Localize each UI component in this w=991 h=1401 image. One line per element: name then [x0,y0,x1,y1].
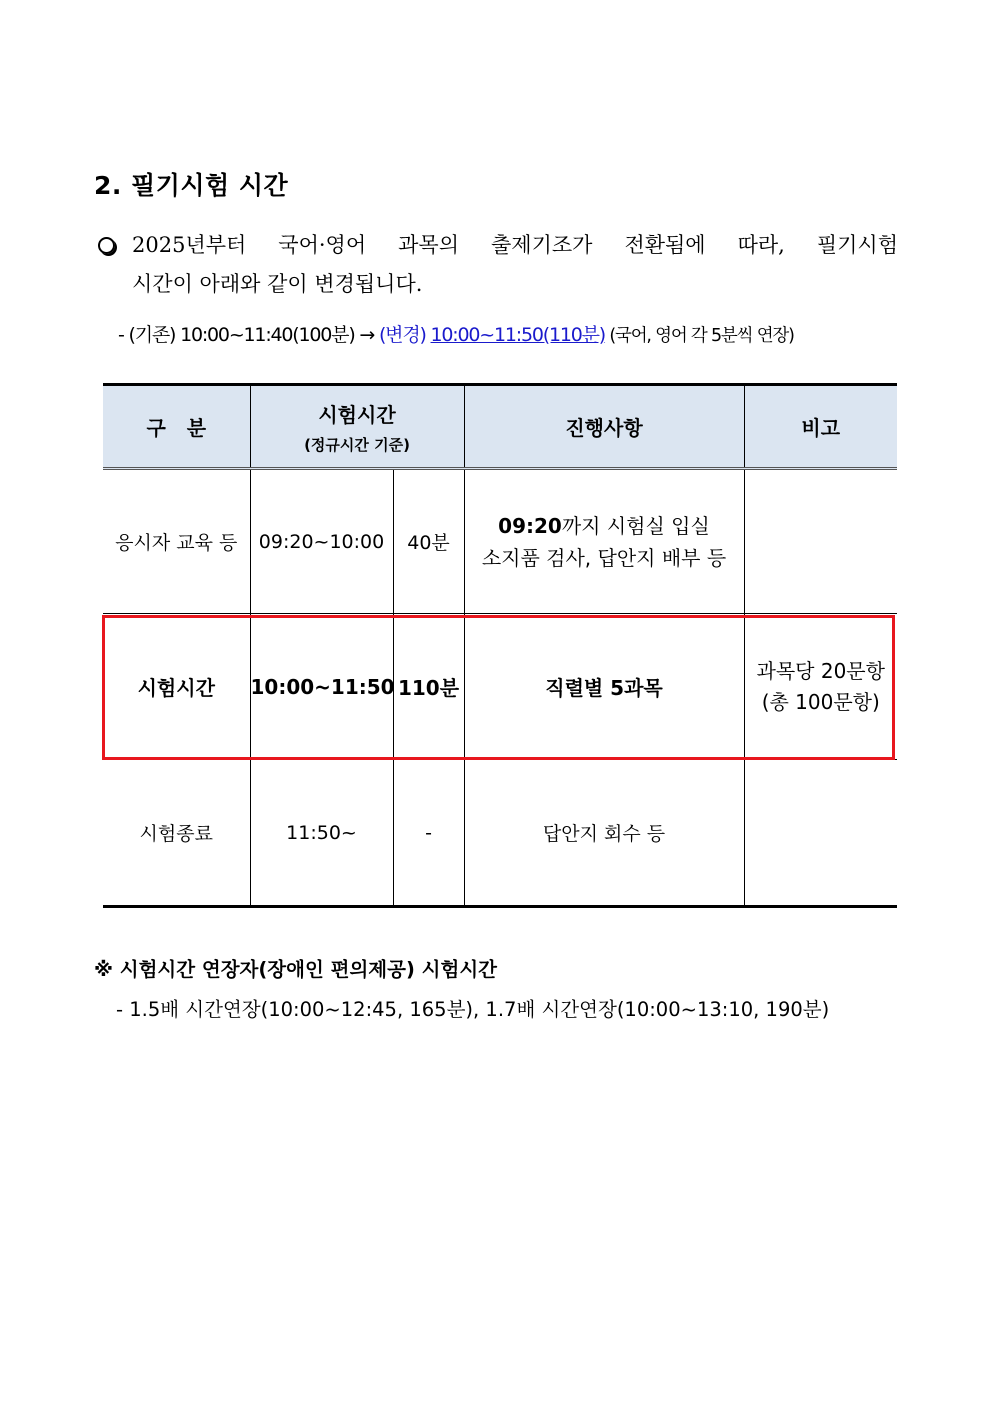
header-progress: 진행사항 [464,385,744,469]
row-duration: 110분 [393,614,464,760]
footnote-title: ※ 시험시간 연장자(장애인 편의제공) 시험시간 [94,958,498,981]
notice-line-1: 2025년부터 국어·영어 과목의 출제기조가 전환됨에 따라, 필기시험 [132,233,898,257]
header-exam-time: 시험시간 (정규시간 기준) [250,385,464,469]
row-duration: - [393,760,464,907]
table-row [103,760,897,907]
highlight-box [102,615,895,760]
change-prefix: - (기존) 10:00~11:40(100분) → [118,324,379,346]
row-note [744,469,897,614]
footnote-detail: - 1.5배 시간연장(10:00~12:45, 165분), 1.7배 시간연장(10:00~13:10, 190분) [116,998,830,1021]
row-note: 과목당 20문항 (총 100문항) [744,614,897,760]
row-progress: 직렬별 5과목 [464,614,744,760]
row-progress: 답안지 회수 등 [464,760,744,907]
header-exam-time-sub: (정규시간 기준) [304,435,410,454]
bullet-circle-icon [98,237,115,254]
table-header-row [103,385,897,469]
table-row [103,469,897,614]
change-label: (변경) [378,324,431,346]
header-note: 비고 [744,385,897,469]
row-time: 09:20~10:00 [250,469,393,614]
row-time: 10:00~11:50 [250,614,393,760]
notice-line-2: 시간이 아래와 같이 변경됩니다. [132,272,423,296]
section-title: 2. 필기시험 시간 [94,171,289,200]
row-label: 응시자 교육 등 [103,469,250,614]
header-category: 구 분 [103,385,250,469]
change-time: 10:00~11:50(110분) [430,324,606,346]
change-summary [118,320,898,347]
notice-paragraph [98,226,898,304]
row-label: 시험시간 [103,614,250,760]
row-duration: 40분 [393,469,464,614]
row-time: 11:50~ [250,760,393,907]
change-suffix: (국어, 영어 각 5분씩 연장) [605,326,794,346]
row-note [744,760,897,907]
row-progress: 09:20까지 시험실 입실 소지품 검사, 답안지 배부 등 [464,469,744,614]
row-label: 시험종료 [103,760,250,907]
